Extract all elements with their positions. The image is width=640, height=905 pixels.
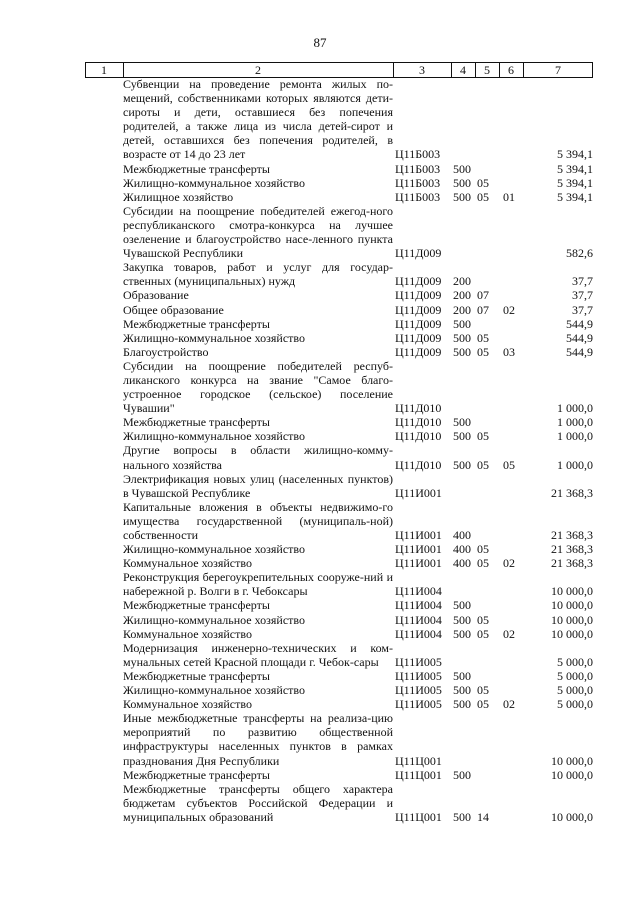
row-name: Общее образование (123, 302, 224, 317)
row-col-6: 02 (503, 697, 515, 712)
row-col-5: 05 (477, 626, 489, 641)
row-name: Благоустройство (123, 344, 209, 359)
table-row (85, 288, 593, 302)
row-name: Капитальные вложения в объекты недвижимо-го имущества государственной (муниципаль-ной) собственности (123, 499, 393, 542)
row-col-5: 05 (477, 344, 489, 359)
table-header (85, 62, 593, 78)
header-col-1: 1 (101, 63, 107, 77)
row-code: Ц11Д009 (395, 246, 442, 261)
row-code: Ц11И001 (395, 528, 442, 542)
table-row (85, 415, 593, 429)
row-code: Ц11И004 (395, 612, 442, 627)
row-name: Жилищно-коммунальное хозяйство (123, 330, 306, 345)
header-col-6: 6 (508, 63, 514, 77)
table-row (85, 782, 593, 824)
row-amount: 21 368,3 (551, 556, 593, 571)
table-row (85, 613, 593, 627)
row-col-5: 05 (477, 542, 489, 557)
row-name: Жилищно-коммунальное хозяйство (123, 542, 306, 557)
row-amount: 10 000,0 (551, 753, 593, 768)
row-code: Ц11Ц001 (395, 753, 442, 768)
row-col-4: 400 (453, 528, 471, 542)
row-amount: 10 000,0 (551, 626, 593, 641)
row-name: Межбюджетные трансферты (123, 415, 270, 430)
row-name: Субсидии на поощрение победителей ежегод-ного республиканского смотра-конкурса на лучшее озеленение и благоустройство насе-ленного пункта Чувашской Республики (123, 203, 393, 261)
row-col-4: 500 (453, 612, 471, 627)
row-name: Электрификация новых улиц (населенных пунктов) в Чувашской Республике (123, 471, 393, 500)
table-row (85, 641, 593, 669)
row-name: Реконструкция берегоукрепительных сооруже-ний и набережной р. Волги в г. Чебоксары (123, 570, 393, 599)
row-col-4: 200 (453, 288, 471, 303)
page-number: 87 (313, 35, 327, 50)
row-name: Межбюджетные трансферты (123, 598, 270, 613)
row-col-4: 200 (453, 302, 471, 317)
row-amount: 37,7 (572, 302, 593, 317)
row-amount: 1 000,0 (557, 457, 593, 472)
row-amount: 37,7 (572, 274, 593, 289)
row-code: Ц11Д009 (395, 274, 442, 289)
row-col-4: 500 (453, 697, 471, 712)
row-amount: 37,7 (572, 288, 593, 303)
row-col-4: 500 (453, 429, 471, 444)
row-amount: 21 368,3 (551, 485, 593, 500)
row-name: Образование (123, 288, 189, 303)
table-row (85, 683, 593, 697)
budget-table-body (85, 77, 593, 824)
row-amount: 21 368,3 (551, 528, 593, 542)
row-col-4: 500 (453, 161, 471, 176)
row-code: Ц11Д009 (395, 288, 442, 303)
row-amount: 544,9 (566, 330, 593, 345)
header-col-4: 4 (460, 63, 466, 77)
row-amount: 544,9 (566, 316, 593, 331)
row-col-6: 03 (503, 344, 515, 359)
row-amount: 1 000,0 (557, 429, 593, 444)
row-col-6: 02 (503, 626, 515, 641)
table-row (85, 472, 593, 500)
row-code: Ц11Д010 (395, 429, 442, 444)
table-row (85, 697, 593, 711)
row-col-4: 500 (453, 683, 471, 698)
row-col-5: 05 (477, 697, 489, 712)
table-row (85, 331, 593, 345)
row-amount: 5 394,1 (557, 189, 593, 204)
table-row (85, 359, 593, 415)
row-amount: 5 000,0 (557, 668, 593, 683)
row-code: Ц11Ц001 (395, 767, 442, 782)
row-amount: 1 000,0 (557, 415, 593, 430)
row-col-5: 07 (477, 302, 489, 317)
row-code: Ц11Д010 (395, 401, 442, 416)
row-code: Ц11Д009 (395, 344, 442, 359)
row-amount: 10 000,0 (551, 767, 593, 782)
row-code: Ц11Д009 (395, 330, 442, 345)
row-code: Ц11И001 (395, 556, 442, 571)
row-amount: 5 000,0 (557, 697, 593, 712)
row-name: Межбюджетные трансферты общего характера бюджетам субъектов Российской Федерации и муниципальных образований (123, 781, 393, 824)
row-name: Межбюджетные трансферты (123, 316, 270, 331)
row-amount: 1 000,0 (557, 401, 593, 416)
header-col-3: 3 (419, 63, 425, 77)
row-col-4: 400 (453, 556, 471, 571)
table-row (85, 77, 593, 162)
row-code: Ц11Д010 (395, 457, 442, 472)
row-col-5: 05 (477, 612, 489, 627)
table-row (85, 260, 593, 288)
row-name: Коммунальное хозяйство (123, 556, 252, 571)
row-code: Ц11И005 (395, 668, 442, 683)
row-code: Ц11И005 (395, 683, 442, 698)
row-name: Другие вопросы в области жилищно-комму-нального хозяйства (123, 443, 393, 472)
row-col-5: 05 (477, 175, 489, 190)
row-amount: 5 394,1 (557, 161, 593, 176)
row-code: Ц11Д009 (395, 316, 442, 331)
row-code: Ц11Б003 (395, 175, 441, 190)
row-name: Субсидии на поощрение победителей респуб-ликанского конкурса на звание "Самое благо-устроенное городское (сельское) поселение Чувашии" (123, 358, 393, 416)
row-amount: 582,6 (566, 246, 593, 261)
row-col-5: 05 (477, 429, 489, 444)
row-amount: 5 394,1 (557, 175, 593, 190)
row-name: Жилищно-коммунальное хозяйство (123, 429, 306, 444)
row-col-4: 500 (453, 809, 471, 824)
row-col-4: 500 (453, 175, 471, 190)
row-code: Ц11Д009 (395, 302, 442, 317)
row-col-4: 400 (453, 542, 471, 557)
table-row (85, 190, 593, 204)
row-col-6: 05 (503, 457, 515, 472)
row-col-4: 500 (453, 189, 471, 204)
row-col-5: 07 (477, 288, 489, 303)
row-col-4: 200 (453, 274, 471, 289)
table-row (85, 162, 593, 176)
row-col-4: 500 (453, 415, 471, 430)
row-code: Ц11Б003 (395, 161, 441, 176)
row-code: Ц11И001 (395, 485, 442, 500)
row-code: Ц11Б003 (395, 147, 441, 162)
row-code: Ц11Д010 (395, 415, 442, 430)
row-name: Межбюджетные трансферты (123, 668, 270, 683)
row-name: Субвенции на проведение ремонта жилых по-мещений, собственниками которых являются дети-сироты и дети, оставшиеся без попечения родителей, а также лица из числа детей-сирот и детей, оставшихся без попечения родителей, в возрасте от 14 до 23 лет (123, 77, 393, 162)
table-row (85, 500, 593, 542)
table-row (85, 768, 593, 782)
row-col-5: 14 (477, 809, 489, 824)
row-code: Ц11И004 (395, 584, 442, 599)
row-amount: 10 000,0 (551, 598, 593, 613)
table-row (85, 556, 593, 570)
row-name: Коммунальное хозяйство (123, 697, 252, 712)
row-name: Жилищное хозяйство (123, 189, 234, 204)
row-name: Межбюджетные трансферты (123, 161, 270, 176)
row-code: Ц11И001 (395, 542, 442, 557)
table-row (85, 345, 593, 359)
row-amount: 5 394,1 (557, 147, 593, 162)
header-col-7: 7 (555, 63, 561, 77)
table-row (85, 204, 593, 260)
row-col-6: 02 (503, 302, 515, 317)
row-code: Ц11И005 (395, 697, 442, 712)
row-amount: 10 000,0 (551, 584, 593, 599)
table-row (85, 176, 593, 190)
row-code: Ц11И004 (395, 598, 442, 613)
row-amount: 544,9 (566, 344, 593, 359)
row-col-5: 05 (477, 683, 489, 698)
row-name: Межбюджетные трансферты (123, 767, 270, 782)
table-row (85, 443, 593, 471)
row-code: Ц11И005 (395, 654, 442, 669)
row-amount: 21 368,3 (551, 542, 593, 557)
row-name: Коммунальное хозяйство (123, 626, 252, 641)
row-col-5: 05 (477, 330, 489, 345)
row-col-6: 01 (503, 189, 515, 204)
row-col-5: 05 (477, 556, 489, 571)
table-row (85, 429, 593, 443)
table-row (85, 317, 593, 331)
row-name: Жилищно-коммунальное хозяйство (123, 175, 306, 190)
row-col-4: 500 (453, 767, 471, 782)
row-col-5: 05 (477, 457, 489, 472)
row-name: Иные межбюджетные трансферты на реализа-цию мероприятий по развитию общественной инфраструктуры населенных пунктов в рамках празднования Дня Республики (123, 711, 393, 768)
row-name: Жилищно-коммунальное хозяйство (123, 683, 306, 698)
row-col-4: 500 (453, 330, 471, 345)
row-code: Ц11Ц001 (395, 809, 442, 824)
row-amount: 10 000,0 (551, 809, 593, 824)
row-name: Модернизация инженерно-технических и ком-мунальных сетей Красной площади г. Чебок-сары (123, 640, 393, 669)
header-col-5: 5 (484, 63, 490, 77)
row-code: Ц11Б003 (395, 189, 441, 204)
row-col-4: 500 (453, 598, 471, 613)
header-col-2: 2 (255, 63, 261, 77)
table-row (85, 598, 593, 612)
row-col-4: 500 (453, 316, 471, 331)
table-row (85, 570, 593, 598)
table-row (85, 542, 593, 556)
row-name: Жилищно-коммунальное хозяйство (123, 612, 306, 627)
table-row (85, 627, 593, 641)
row-col-5: 05 (477, 189, 489, 204)
row-amount: 10 000,0 (551, 612, 593, 627)
row-col-6: 02 (503, 556, 515, 571)
row-col-4: 500 (453, 626, 471, 641)
row-code: Ц11И004 (395, 626, 442, 641)
row-amount: 5 000,0 (557, 654, 593, 669)
table-row (85, 711, 593, 767)
row-col-4: 500 (453, 457, 471, 472)
table-row (85, 669, 593, 683)
row-col-4: 500 (453, 668, 471, 683)
row-col-4: 500 (453, 344, 471, 359)
row-name: Закупка товаров, работ и услуг для государ-ственных (муниципальных) нужд (123, 260, 393, 289)
row-amount: 5 000,0 (557, 683, 593, 698)
table-row (85, 303, 593, 317)
